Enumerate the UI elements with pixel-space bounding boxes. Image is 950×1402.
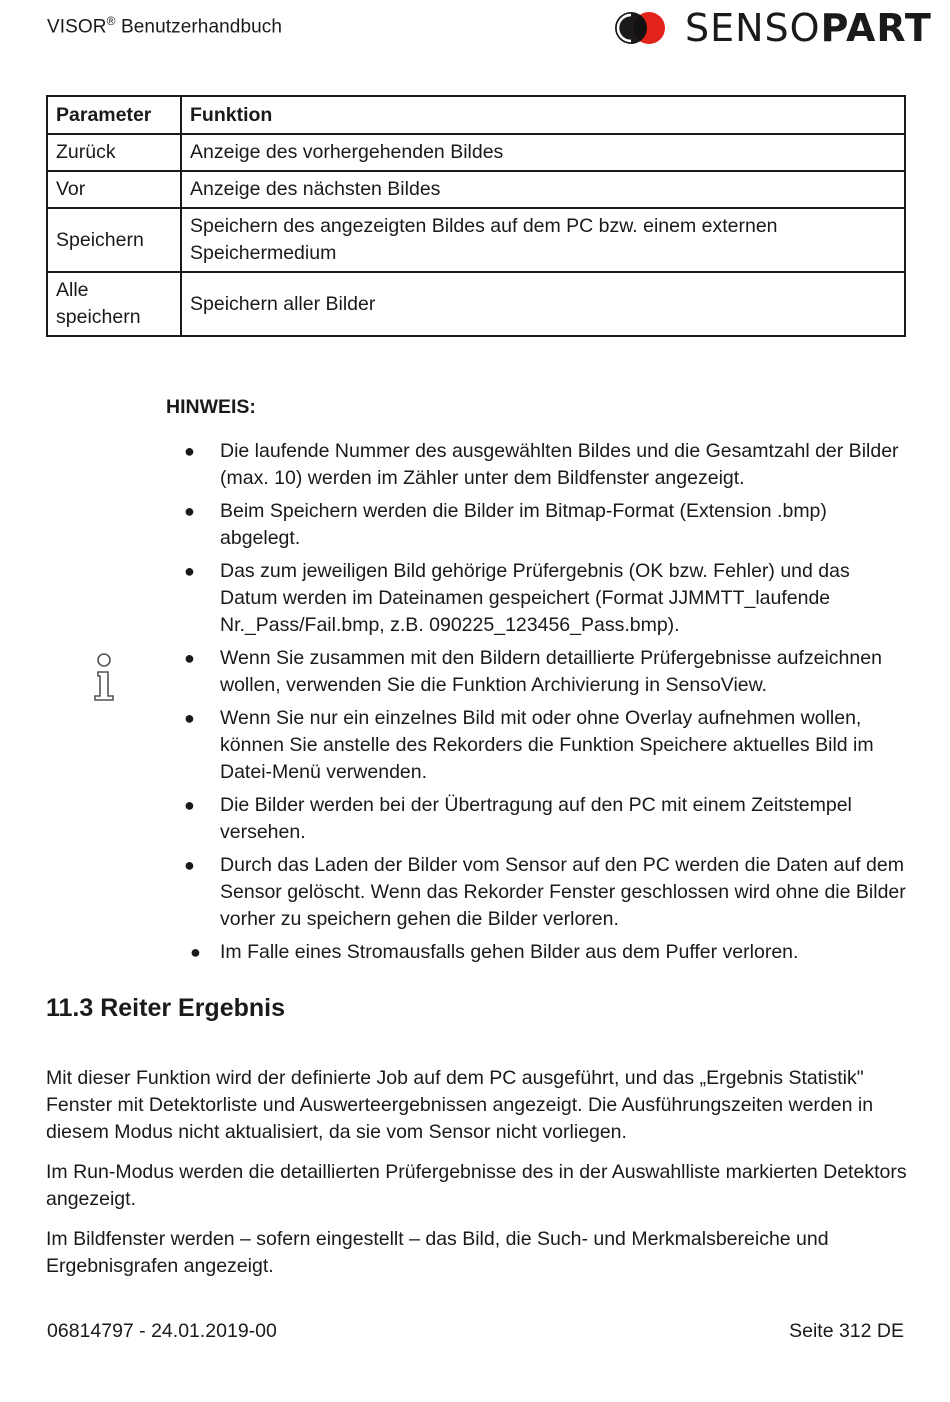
function-cell: Anzeige des nächsten Bildes — [181, 171, 905, 208]
function-cell: Speichern des angezeigten Bildes auf dem PC bzw. einem externen Speichermedium — [181, 208, 905, 272]
table-row — [47, 272, 905, 336]
param-cell: Speichern — [47, 208, 181, 272]
list-item: ● Wenn Sie zusammen mit den Bildern detaillierte Prüfergebnisse aufzeichnen wollen, verwenden Sie die Funktion Archivierung in SensoView. — [184, 647, 882, 696]
footer-page-number: Seite 312 DE — [789, 1320, 904, 1342]
list-item: ● Die laufende Nummer des ausgewählten Bildes und die Gesamtzahl der Bilder (max. 10) werden im Zähler unter dem Bildfenster angezeigt. — [184, 440, 899, 489]
manual-name: Benutzerhandbuch — [115, 16, 283, 38]
param-cell: Zurück — [47, 134, 181, 171]
param-cell: Alle speichern — [47, 272, 181, 336]
section-heading: 11.3 Reiter Ergebnis — [46, 994, 286, 1022]
list-item: ● Durch das Laden der Bilder vom Sensor auf den PC werden die Daten auf dem Sensor gelöscht. Wenn das Rekorder Fenster geschlossen wird ohne die Bilder vorher zu speichern gehen die Bilder verloren. — [184, 854, 906, 930]
list-item: ● Die Bilder werden bei der Übertragung auf den PC mit einem Zeitstempel versehen. — [184, 794, 852, 843]
column-header-parameter: Parameter — [47, 96, 181, 134]
logo-mark-icon — [611, 8, 671, 48]
list-item: ● Das zum jeweiligen Bild gehörige Prüfergebnis (OK bzw. Fehler) und das Datum werden im Dateinamen gespeichert (Format JJMMTT_laufende Nr._Pass/Fail.bmp, z.B. 090225_123456_Pass.bmp). — [184, 560, 850, 636]
table-row — [47, 134, 905, 171]
table-row — [47, 208, 905, 272]
note-list — [166, 438, 906, 972]
body-paragraph: Im Run-Modus werden die detaillierten Prüfergebnisse des in der Auswahlliste markierten Detektors angezeigt. — [46, 1161, 907, 1210]
logo-text: SENSOPART — [685, 6, 932, 50]
column-header-funktion: Funktion — [181, 96, 905, 134]
body-paragraph: Mit dieser Funktion wird der definierte Job auf dem PC ausgeführt, und das „Ergebnis Statistik" Fenster mit Detektorliste und Auswerteergebnissen angezeigt. Die Ausführungszeiten werden in diesem Modus nicht aktualisiert, da sie vom Sensor nicht vorliegen. — [46, 1067, 874, 1143]
body-paragraph: Im Bildfenster werden – sofern eingestellt – das Bild, die Such- und Merkmalsbereiche und Ergebnisgrafen angezeigt. — [46, 1228, 829, 1277]
note-title: HINWEIS: — [166, 396, 256, 418]
registered-mark: ® — [106, 14, 116, 28]
list-item: ● Beim Speichern werden die Bilder im Bitmap-Format (Extension .bmp) abgelegt. — [184, 500, 827, 549]
function-cell: Speichern aller Bilder — [181, 272, 905, 336]
function-cell: Anzeige des vorhergehenden Bildes — [181, 134, 905, 171]
list-item: ● Im Falle eines Stromausfalls gehen Bilder aus dem Puffer verloren. — [190, 941, 799, 963]
param-cell: Vor — [47, 171, 181, 208]
product-name: VISOR — [47, 16, 107, 38]
info-icon — [88, 652, 120, 702]
table-header-row — [47, 96, 905, 134]
footer-doc-id: 06814797 - 24.01.2019-00 — [47, 1320, 277, 1342]
header-title — [47, 14, 282, 38]
table-row — [47, 171, 905, 208]
sensopart-logo — [611, 6, 932, 50]
parameter-table — [46, 95, 906, 337]
list-item: ● Wenn Sie nur ein einzelnes Bild mit oder ohne Overlay aufnehmen wollen, können Sie anstelle des Rekorders die Funktion Speichere aktuelles Bild im Datei-Menü verwenden. — [184, 707, 874, 783]
